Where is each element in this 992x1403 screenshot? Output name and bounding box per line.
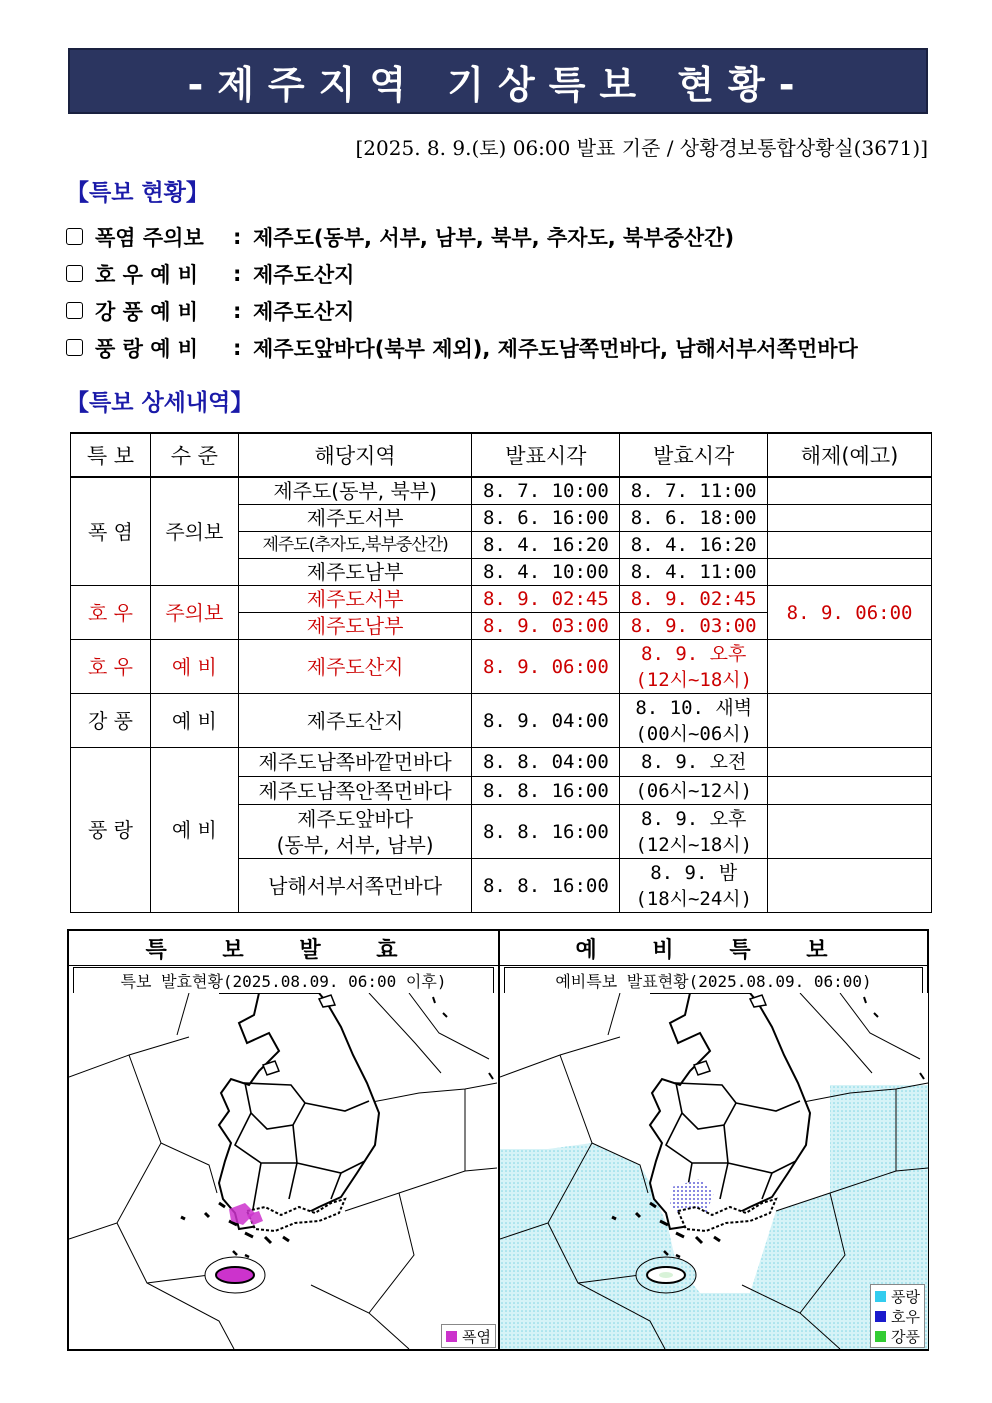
table-row	[71, 640, 932, 694]
release-cell	[768, 805, 932, 859]
release-cell	[768, 505, 932, 532]
issued-cell: 8. 8. 16:00	[472, 805, 620, 859]
status-item-colon: :	[233, 224, 242, 249]
effective-cell: 8. 9. 03:00	[620, 613, 768, 640]
legend-swatch	[875, 1311, 886, 1322]
status-item-value: 제주도산지	[253, 262, 355, 287]
effective-cell: 8. 4. 11:00	[620, 559, 768, 586]
checkbox-icon	[66, 339, 83, 356]
area-cell: 제주도(동부, 북부)	[238, 477, 472, 505]
legend-swatch	[446, 1331, 457, 1342]
release-cell	[768, 640, 932, 694]
issued-cell: 8. 9. 06:00	[472, 640, 620, 694]
active-warning-map-panel	[69, 931, 498, 1349]
rain-level-cell: 주의보	[150, 586, 238, 640]
page-title-banner	[68, 48, 928, 114]
area-line: (동부, 서부, 남부)	[276, 832, 434, 857]
legend-swatch	[875, 1291, 886, 1302]
map-legend	[870, 1284, 925, 1348]
heat-type-cell: 폭 염	[71, 477, 151, 586]
effective-line: (12시~18시)	[635, 833, 753, 856]
legend-label: 풍랑	[891, 1287, 920, 1306]
col-header-area: 해당지역	[238, 433, 472, 477]
waves-level-cell: 예 비	[150, 748, 238, 913]
effective-line: 8. 9. 오후	[641, 807, 747, 830]
effective-line: 8. 9. 오후	[641, 642, 747, 665]
area-cell: 제주도(추자도,북부중산간)	[238, 532, 472, 559]
effective-cell	[620, 859, 768, 913]
status-item-value: 제주도(동부, 서부, 남부, 북부, 추자도, 북부중산간)	[253, 225, 735, 250]
effective-line: (00시~06시)	[635, 722, 753, 745]
detail-table	[70, 432, 932, 913]
table-row	[71, 477, 932, 505]
issued-cell: 8. 4. 10:00	[472, 559, 620, 586]
status-item-label: 폭염 주의보	[95, 225, 204, 250]
effective-line: 8. 9. 밤	[650, 861, 738, 884]
release-cell: 8. 9. 06:00	[768, 586, 932, 640]
legend-item	[875, 1306, 920, 1326]
legend-label: 호우	[891, 1307, 920, 1326]
release-cell	[768, 532, 932, 559]
release-cell	[768, 859, 932, 913]
status-item-colon: :	[233, 298, 242, 323]
legend-swatch	[875, 1331, 886, 1342]
issued-cell: 8. 8. 04:00	[472, 748, 620, 777]
heat-level-cell: 주의보	[150, 477, 238, 586]
release-cell	[768, 559, 932, 586]
status-item-value: 제주도앞바다(북부 제외), 제주도남쪽먼바다, 남해서부서쪽먼바다	[253, 336, 858, 361]
map-heading: 예 비 특 보	[500, 931, 927, 966]
legend-item	[446, 1326, 491, 1346]
legend-item	[875, 1286, 920, 1306]
issued-cell: 8. 8. 16:00	[472, 777, 620, 805]
effective-cell	[620, 805, 768, 859]
effective-cell: 8. 9. 오전	[620, 748, 768, 777]
area-cell: 제주도산지	[238, 694, 472, 748]
area-cell: 제주도서부	[238, 505, 472, 532]
area-cell	[238, 805, 472, 859]
waves-type-cell: 풍 랑	[71, 748, 151, 913]
rain-type-cell: 호 우	[71, 586, 151, 640]
issued-cell: 8. 9. 02:45	[472, 586, 620, 613]
area-cell: 제주도남부	[238, 613, 472, 640]
checkbox-icon	[66, 302, 83, 319]
area-cell: 제주도서부	[238, 586, 472, 613]
release-cell	[768, 477, 932, 505]
checkbox-icon	[66, 228, 83, 245]
table-row	[71, 694, 932, 748]
col-header-type: 특 보	[71, 433, 151, 477]
col-header-level: 수 준	[150, 433, 238, 477]
effective-cell	[620, 694, 768, 748]
map-heading: 특 보 발 효	[69, 931, 498, 966]
map-panels	[67, 929, 929, 1351]
rain-pre-level-cell: 예 비	[150, 640, 238, 694]
page-title: -제주지역 기상특보 현황-	[187, 62, 809, 107]
release-cell	[768, 748, 932, 777]
status-item-label: 강 풍 예 비	[95, 299, 199, 324]
issued-cell: 8. 8. 16:00	[472, 859, 620, 913]
legend-item	[875, 1326, 920, 1346]
status-list	[66, 218, 946, 366]
area-cell: 제주도산지	[238, 640, 472, 694]
effective-cell: 8. 9. 02:45	[620, 586, 768, 613]
area-cell: 제주도남부	[238, 559, 472, 586]
status-section-title: 【특보 현황】	[66, 180, 209, 206]
status-item-value: 제주도산지	[253, 299, 355, 324]
map-legend	[441, 1324, 496, 1348]
status-item-label: 호 우 예 비	[95, 262, 199, 287]
issued-cell: 8. 7. 10:00	[472, 477, 620, 505]
detail-section-title: 【특보 상세내역】	[66, 390, 254, 416]
status-item-colon: :	[233, 335, 242, 360]
effective-line: 8. 10. 새벽	[635, 696, 753, 719]
issue-reference: [2025. 8. 9.(토) 06:00 발표 기준 / 상황경보통합상황실(3671)]	[355, 136, 928, 160]
col-header-release: 해제(예고)	[768, 433, 932, 477]
area-cell: 제주도남쪽바깥먼바다	[238, 748, 472, 777]
active-warning-map	[69, 993, 497, 1349]
area-line: 제주도앞바다	[297, 806, 414, 831]
status-item	[66, 255, 946, 292]
area-cell: 제주도남쪽안쪽먼바다	[238, 777, 472, 805]
wind-level-cell: 예 비	[150, 694, 238, 748]
status-item	[66, 218, 946, 255]
status-item	[66, 292, 946, 329]
checkbox-icon	[66, 265, 83, 282]
issued-cell: 8. 9. 04:00	[472, 694, 620, 748]
preliminary-warning-map	[500, 993, 928, 1349]
effective-cell	[620, 640, 768, 694]
table-row	[71, 586, 932, 613]
effective-cell: 8. 7. 11:00	[620, 477, 768, 505]
effective-cell: 8. 6. 18:00	[620, 505, 768, 532]
legend-label: 폭염	[462, 1327, 491, 1346]
effective-cell: 8. 4. 16:20	[620, 532, 768, 559]
legend-label: 강풍	[891, 1327, 920, 1346]
status-item	[66, 329, 946, 366]
map-caption: 특보 발효현황(2025.08.09. 06:00 이후)	[73, 967, 494, 994]
status-item-label: 풍 랑 예 비	[95, 336, 199, 361]
table-header-row	[71, 433, 932, 477]
area-cell: 남해서부서쪽먼바다	[238, 859, 472, 913]
preliminary-warning-map-panel	[498, 931, 927, 1349]
effective-line: (18시~24시)	[635, 887, 753, 910]
jeju-mountain-area	[659, 1272, 673, 1278]
col-header-issued: 발표시각	[472, 433, 620, 477]
release-cell	[768, 777, 932, 805]
issued-cell: 8. 6. 16:00	[472, 505, 620, 532]
release-cell	[768, 694, 932, 748]
rain-pre-type-cell: 호 우	[71, 640, 151, 694]
map-caption: 예비특보 발표현황(2025.08.09. 06:00)	[504, 967, 923, 994]
table-row	[71, 748, 932, 777]
jeju-heat-area	[216, 1267, 254, 1283]
issued-cell: 8. 9. 03:00	[472, 613, 620, 640]
effective-line: (12시~18시)	[635, 668, 753, 691]
effective-cell: (06시~12시)	[620, 777, 768, 805]
col-header-effective: 발효시각	[620, 433, 768, 477]
issued-cell: 8. 4. 16:20	[472, 532, 620, 559]
wind-type-cell: 강 풍	[71, 694, 151, 748]
status-item-colon: :	[233, 261, 242, 286]
